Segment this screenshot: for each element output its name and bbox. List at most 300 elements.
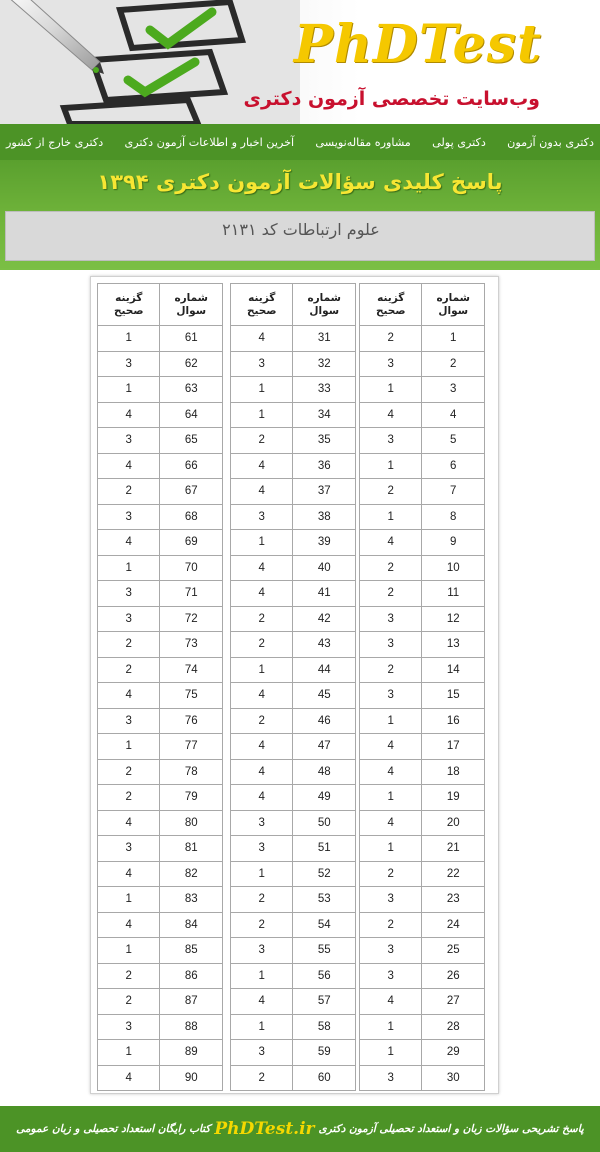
correct-option-cell: 3 [360,351,422,377]
table-row [98,632,223,658]
question-number-cell: 16 [422,708,485,734]
table-row [98,836,223,862]
question-number-cell: 2 [422,351,485,377]
table-row [231,708,356,734]
table-row [98,402,223,428]
correct-option-cell: 4 [98,402,160,428]
correct-option-cell: 3 [98,836,160,862]
question-number-cell: 35 [293,428,356,454]
table-row [231,453,356,479]
question-number-cell: 88 [160,1014,223,1040]
table-row [360,810,485,836]
table-row [360,530,485,556]
correct-option-cell: 3 [231,351,293,377]
correct-option-cell: 2 [98,657,160,683]
question-number-cell: 64 [160,402,223,428]
question-number-cell: 58 [293,1014,356,1040]
question-number-cell: 42 [293,606,356,632]
question-number-cell: 26 [422,963,485,989]
question-number-cell: 44 [293,657,356,683]
header-answer: گزینه صحیح [98,284,160,326]
table-row [360,887,485,913]
nav-item-latest-news[interactable]: آخرین اخبار و اطلاعات آزمون دکتری [124,135,295,149]
correct-option-cell: 2 [231,912,293,938]
table-row [231,785,356,811]
table-row [360,963,485,989]
question-number-cell: 61 [160,326,223,352]
correct-option-cell: 3 [360,1065,422,1091]
question-number-cell: 41 [293,581,356,607]
correct-option-cell: 2 [360,479,422,505]
question-number-cell: 10 [422,555,485,581]
table-row [360,377,485,403]
table-row [98,555,223,581]
question-number-cell: 52 [293,861,356,887]
correct-option-cell: 2 [360,861,422,887]
correct-option-cell: 3 [231,1040,293,1066]
title-band [0,160,600,270]
correct-option-cell: 4 [231,326,293,352]
top-nav [0,124,600,160]
question-number-cell: 17 [422,734,485,760]
question-number-cell: 72 [160,606,223,632]
question-number-cell: 55 [293,938,356,964]
table-row [360,632,485,658]
table-row [98,326,223,352]
question-number-cell: 78 [160,759,223,785]
table-row [98,912,223,938]
nav-item-paid-phd[interactable]: دکتری پولی [432,135,486,149]
table-row [360,938,485,964]
table-row [98,963,223,989]
correct-option-cell: 3 [360,428,422,454]
table-row [231,504,356,530]
answer-table-body [360,326,485,1091]
correct-option-cell: 1 [360,785,422,811]
correct-option-cell: 1 [360,377,422,403]
question-number-cell: 9 [422,530,485,556]
question-number-cell: 63 [160,377,223,403]
table-row [360,453,485,479]
correct-option-cell: 4 [231,785,293,811]
correct-option-cell: 4 [98,810,160,836]
correct-option-cell: 4 [360,734,422,760]
question-number-cell: 59 [293,1040,356,1066]
correct-option-cell: 1 [231,861,293,887]
correct-option-cell: 2 [231,632,293,658]
correct-option-cell: 3 [360,606,422,632]
question-number-cell: 76 [160,708,223,734]
table-row [231,734,356,760]
table-row [98,810,223,836]
correct-option-cell: 4 [98,530,160,556]
table-row [231,377,356,403]
question-number-cell: 60 [293,1065,356,1091]
question-number-cell: 38 [293,504,356,530]
correct-option-cell: 4 [360,402,422,428]
table-row [360,555,485,581]
correct-option-cell: 4 [231,759,293,785]
table-row [231,402,356,428]
answer-table-q1-30 [359,283,485,1091]
table-row [360,836,485,862]
question-number-cell: 89 [160,1040,223,1066]
question-number-cell: 66 [160,453,223,479]
question-number-cell: 67 [160,479,223,505]
table-row [360,1014,485,1040]
correct-option-cell: 4 [360,810,422,836]
correct-option-cell: 1 [231,402,293,428]
question-number-cell: 53 [293,887,356,913]
table-row [360,581,485,607]
table-row [231,810,356,836]
header-question: شماره سوال [160,284,223,326]
table-row [98,1040,223,1066]
question-number-cell: 70 [160,555,223,581]
question-number-cell: 62 [160,351,223,377]
table-row [360,351,485,377]
table-row [360,1040,485,1066]
question-number-cell: 6 [422,453,485,479]
correct-option-cell: 1 [98,555,160,581]
footer-link-free-book[interactable]: کتاب رایگان استعداد تحصیلی و زبان عمومی [16,1123,211,1135]
correct-option-cell: 4 [231,555,293,581]
correct-option-cell: 1 [98,938,160,964]
table-row [98,581,223,607]
table-row [360,326,485,352]
question-number-cell: 3 [422,377,485,403]
footer-link-explained-answers[interactable]: پاسخ تشریحی سؤالات زبان و استعداد تحصیلی آزمون دکتری [318,1123,584,1135]
table-row [360,657,485,683]
correct-option-cell: 3 [231,504,293,530]
correct-option-cell: 1 [231,963,293,989]
question-number-cell: 29 [422,1040,485,1066]
footer-brand[interactable]: PhDTest.ir [214,1119,315,1139]
question-number-cell: 32 [293,351,356,377]
answer-table-q61-90 [97,283,223,1091]
correct-option-cell: 1 [360,504,422,530]
correct-option-cell: 3 [98,606,160,632]
question-number-cell: 11 [422,581,485,607]
question-number-cell: 47 [293,734,356,760]
question-number-cell: 79 [160,785,223,811]
question-number-cell: 8 [422,504,485,530]
question-number-cell: 33 [293,377,356,403]
table-row [98,606,223,632]
table-row [231,963,356,989]
correct-option-cell: 2 [231,708,293,734]
question-number-cell: 90 [160,1065,223,1091]
correct-option-cell: 3 [98,708,160,734]
correct-option-cell: 4 [98,683,160,709]
correct-option-cell: 2 [98,989,160,1015]
table-row [360,785,485,811]
correct-option-cell: 3 [360,963,422,989]
correct-option-cell: 2 [231,606,293,632]
table-row [98,938,223,964]
correct-option-cell: 2 [98,785,160,811]
correct-option-cell: 2 [360,581,422,607]
correct-option-cell: 1 [231,1014,293,1040]
question-number-cell: 1 [422,326,485,352]
correct-option-cell: 3 [360,632,422,658]
table-row [231,351,356,377]
table-row [231,632,356,658]
table-row [98,530,223,556]
question-number-cell: 87 [160,989,223,1015]
nav-item-phd-without-exam[interactable]: دکتری بدون آزمون [507,135,594,149]
correct-option-cell: 4 [98,861,160,887]
question-number-cell: 46 [293,708,356,734]
question-number-cell: 77 [160,734,223,760]
table-row [360,683,485,709]
correct-option-cell: 3 [231,836,293,862]
table-row [98,479,223,505]
question-number-cell: 45 [293,683,356,709]
question-number-cell: 19 [422,785,485,811]
table-row [98,1014,223,1040]
table-row [98,759,223,785]
correct-option-cell: 4 [98,1065,160,1091]
question-number-cell: 25 [422,938,485,964]
table-row [98,504,223,530]
question-number-cell: 83 [160,887,223,913]
table-row [98,657,223,683]
table-row [360,504,485,530]
header-answer: گزینه صحیح [360,284,422,326]
table-row [360,861,485,887]
question-number-cell: 36 [293,453,356,479]
question-number-cell: 81 [160,836,223,862]
question-number-cell: 84 [160,912,223,938]
page-title: پاسخ کلیدی سؤالات آزمون دکتری ۱۳۹۴ [97,170,503,194]
question-number-cell: 85 [160,938,223,964]
site-logo[interactable]: PhDTest [293,14,542,75]
correct-option-cell: 4 [231,989,293,1015]
correct-option-cell: 1 [360,708,422,734]
table-row [98,351,223,377]
table-row [231,1040,356,1066]
question-number-cell: 86 [160,963,223,989]
table-row [98,861,223,887]
correct-option-cell: 1 [98,377,160,403]
correct-option-cell: 2 [98,632,160,658]
question-number-cell: 39 [293,530,356,556]
question-number-cell: 71 [160,581,223,607]
correct-option-cell: 3 [98,428,160,454]
table-row [360,479,485,505]
subject-title: علوم ارتباطات کد ۲۱۳۱ [222,220,380,239]
nav-item-phd-abroad[interactable]: دکتری خارج از کشور [6,135,104,149]
correct-option-cell: 4 [231,581,293,607]
correct-option-cell: 3 [98,504,160,530]
table-row [98,683,223,709]
correct-option-cell: 3 [98,581,160,607]
question-number-cell: 80 [160,810,223,836]
answer-table-body [98,326,223,1091]
question-number-cell: 24 [422,912,485,938]
table-row [231,989,356,1015]
correct-option-cell: 1 [231,657,293,683]
header-question: شماره سوال [422,284,485,326]
correct-option-cell: 2 [98,759,160,785]
table-row [231,938,356,964]
header-answer: گزینه صحیح [231,284,293,326]
correct-option-cell: 4 [231,453,293,479]
nav-item-article-consulting[interactable]: مشاوره مقاله‌نویسی [315,135,411,149]
question-number-cell: 40 [293,555,356,581]
question-number-cell: 37 [293,479,356,505]
table-row [360,708,485,734]
question-number-cell: 31 [293,326,356,352]
question-number-cell: 14 [422,657,485,683]
question-number-cell: 12 [422,606,485,632]
question-number-cell: 18 [422,759,485,785]
question-number-cell: 82 [160,861,223,887]
correct-option-cell: 2 [360,657,422,683]
correct-option-cell: 2 [231,887,293,913]
question-number-cell: 75 [160,683,223,709]
table-row [360,734,485,760]
correct-option-cell: 4 [231,734,293,760]
correct-option-cell: 4 [360,759,422,785]
correct-option-cell: 1 [360,836,422,862]
correct-option-cell: 2 [360,912,422,938]
question-number-cell: 68 [160,504,223,530]
correct-option-cell: 1 [98,887,160,913]
table-row [231,861,356,887]
subject-box [5,211,595,261]
table-row [231,479,356,505]
correct-option-cell: 1 [360,1040,422,1066]
question-number-cell: 48 [293,759,356,785]
correct-option-cell: 3 [360,887,422,913]
table-row [231,887,356,913]
site-tagline: وب‌سایت تخصصی آزمون دکتری [243,88,540,110]
question-number-cell: 20 [422,810,485,836]
correct-option-cell: 2 [98,963,160,989]
site-header [0,0,600,124]
correct-option-cell: 1 [98,1040,160,1066]
question-number-cell: 21 [422,836,485,862]
table-row [360,912,485,938]
correct-option-cell: 4 [360,530,422,556]
correct-option-cell: 3 [360,683,422,709]
table-row [231,759,356,785]
question-number-cell: 22 [422,861,485,887]
answer-key-panel [90,276,499,1094]
table-row [98,453,223,479]
table-row [360,1065,485,1091]
correct-option-cell: 4 [98,453,160,479]
correct-option-cell: 1 [98,734,160,760]
table-row [360,989,485,1015]
correct-option-cell: 3 [98,1014,160,1040]
question-number-cell: 56 [293,963,356,989]
table-row [231,530,356,556]
correct-option-cell: 1 [231,377,293,403]
correct-option-cell: 2 [360,326,422,352]
table-row [360,606,485,632]
question-number-cell: 73 [160,632,223,658]
question-number-cell: 23 [422,887,485,913]
table-row [231,836,356,862]
table-row [98,428,223,454]
question-number-cell: 69 [160,530,223,556]
correct-option-cell: 2 [360,555,422,581]
correct-option-cell: 1 [231,530,293,556]
question-number-cell: 4 [422,402,485,428]
table-row [231,581,356,607]
question-number-cell: 43 [293,632,356,658]
correct-option-cell: 1 [98,326,160,352]
table-row [98,377,223,403]
correct-option-cell: 4 [360,989,422,1015]
table-row [98,734,223,760]
correct-option-cell: 3 [98,351,160,377]
correct-option-cell: 2 [231,1065,293,1091]
correct-option-cell: 4 [98,912,160,938]
correct-option-cell: 2 [231,428,293,454]
question-number-cell: 15 [422,683,485,709]
question-number-cell: 65 [160,428,223,454]
table-row [231,606,356,632]
question-number-cell: 13 [422,632,485,658]
question-number-cell: 28 [422,1014,485,1040]
correct-option-cell: 1 [360,1014,422,1040]
answer-table-body [231,326,356,1091]
site-footer [0,1106,600,1152]
question-number-cell: 49 [293,785,356,811]
question-number-cell: 57 [293,989,356,1015]
table-row [231,683,356,709]
table-row [360,428,485,454]
table-row [98,1065,223,1091]
table-row [98,989,223,1015]
table-row [98,887,223,913]
table-row [231,326,356,352]
correct-option-cell: 1 [360,453,422,479]
question-number-cell: 54 [293,912,356,938]
table-row [360,759,485,785]
question-number-cell: 5 [422,428,485,454]
question-number-cell: 74 [160,657,223,683]
table-row [231,1065,356,1091]
table-row [231,555,356,581]
question-number-cell: 50 [293,810,356,836]
question-number-cell: 7 [422,479,485,505]
table-row [231,1014,356,1040]
question-number-cell: 34 [293,402,356,428]
table-row [360,402,485,428]
table-row [231,428,356,454]
correct-option-cell: 3 [231,938,293,964]
table-row [98,708,223,734]
correct-option-cell: 4 [231,479,293,505]
correct-option-cell: 2 [98,479,160,505]
answer-table-q31-60 [230,283,356,1091]
table-row [231,912,356,938]
correct-option-cell: 4 [231,683,293,709]
question-number-cell: 27 [422,989,485,1015]
table-row [231,657,356,683]
correct-option-cell: 3 [231,810,293,836]
table-row [98,785,223,811]
question-number-cell: 51 [293,836,356,862]
correct-option-cell: 3 [360,938,422,964]
question-number-cell: 30 [422,1065,485,1091]
header-question: شماره سوال [293,284,356,326]
